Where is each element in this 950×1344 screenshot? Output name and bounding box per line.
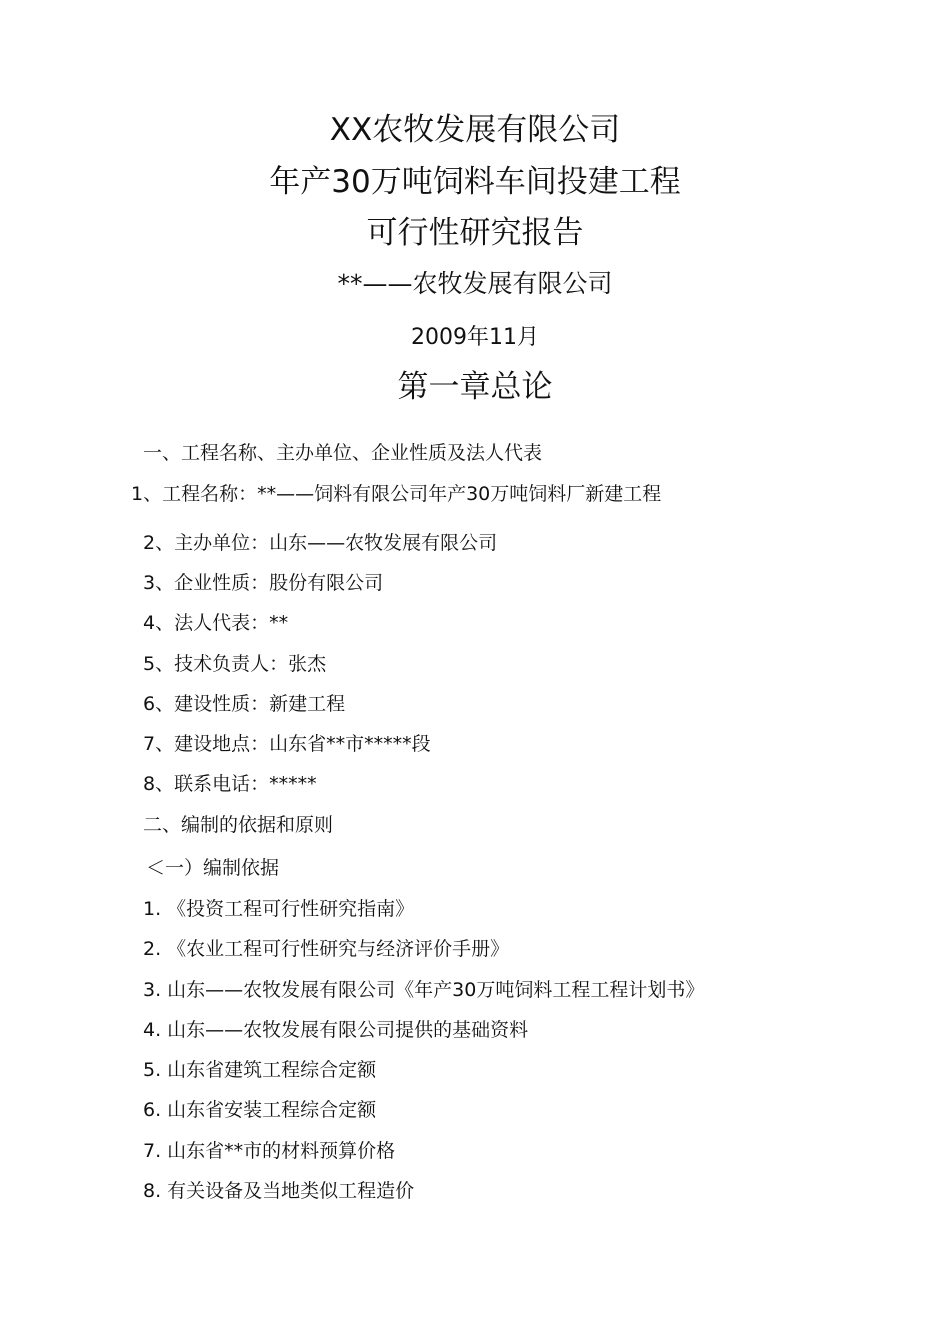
info-item-phone: 8、联系电话：*****: [143, 773, 317, 795]
section-heading: 一、工程名称、主办单位、企业性质及法人代表: [143, 442, 543, 464]
basis-item: 4. 山东——农牧发展有限公司提供的基础资料: [143, 1019, 529, 1041]
basis-item: 1. 《投资工程可行性研究指南》: [143, 898, 415, 920]
report-title: 可行性研究报告: [366, 215, 584, 251]
info-item-build-type: 6、建设性质：新建工程: [143, 693, 346, 715]
basis-item: 6. 山东省安装工程综合定额: [143, 1099, 377, 1121]
author-line: **——农牧发展有限公司: [337, 269, 613, 298]
info-item-location: 7、建设地点：山东省**市*****段: [143, 733, 431, 755]
basis-item: 3. 山东——农牧发展有限公司《年产30万吨饲料工程工程计划书》: [143, 979, 705, 1001]
chapter-title: 第一章总论: [397, 369, 553, 405]
subsection-heading: ＜一）编制依据: [146, 857, 280, 879]
date-line: 2009年11月: [411, 325, 539, 350]
section-heading: 二、编制的依据和原则: [143, 814, 334, 836]
info-item-legal-rep: 4、法人代表：**: [143, 612, 289, 634]
info-item-tech-lead: 5、技术负责人：张杰: [143, 653, 327, 675]
basis-item: 5. 山东省建筑工程综合定额: [143, 1059, 377, 1081]
info-item-enterprise-type: 3、企业性质：股份有限公司: [143, 572, 384, 594]
basis-item: 8. 有关设备及当地类似工程造价: [143, 1180, 415, 1202]
basis-item: 2. 《农业工程可行性研究与经济评价手册》: [143, 938, 510, 960]
info-item-project-name: 1、工程名称：**——饲料有限公司年产30万吨饲料厂新建工程: [131, 483, 662, 505]
info-item-sponsor: 2、主办单位：山东——农牧发展有限公司: [143, 532, 498, 554]
project-title: 年产30万吨饲料车间投建工程: [269, 164, 681, 200]
company-title: XX农牧发展有限公司: [329, 112, 621, 148]
basis-item: 7. 山东省**市的材料预算价格: [143, 1140, 396, 1162]
